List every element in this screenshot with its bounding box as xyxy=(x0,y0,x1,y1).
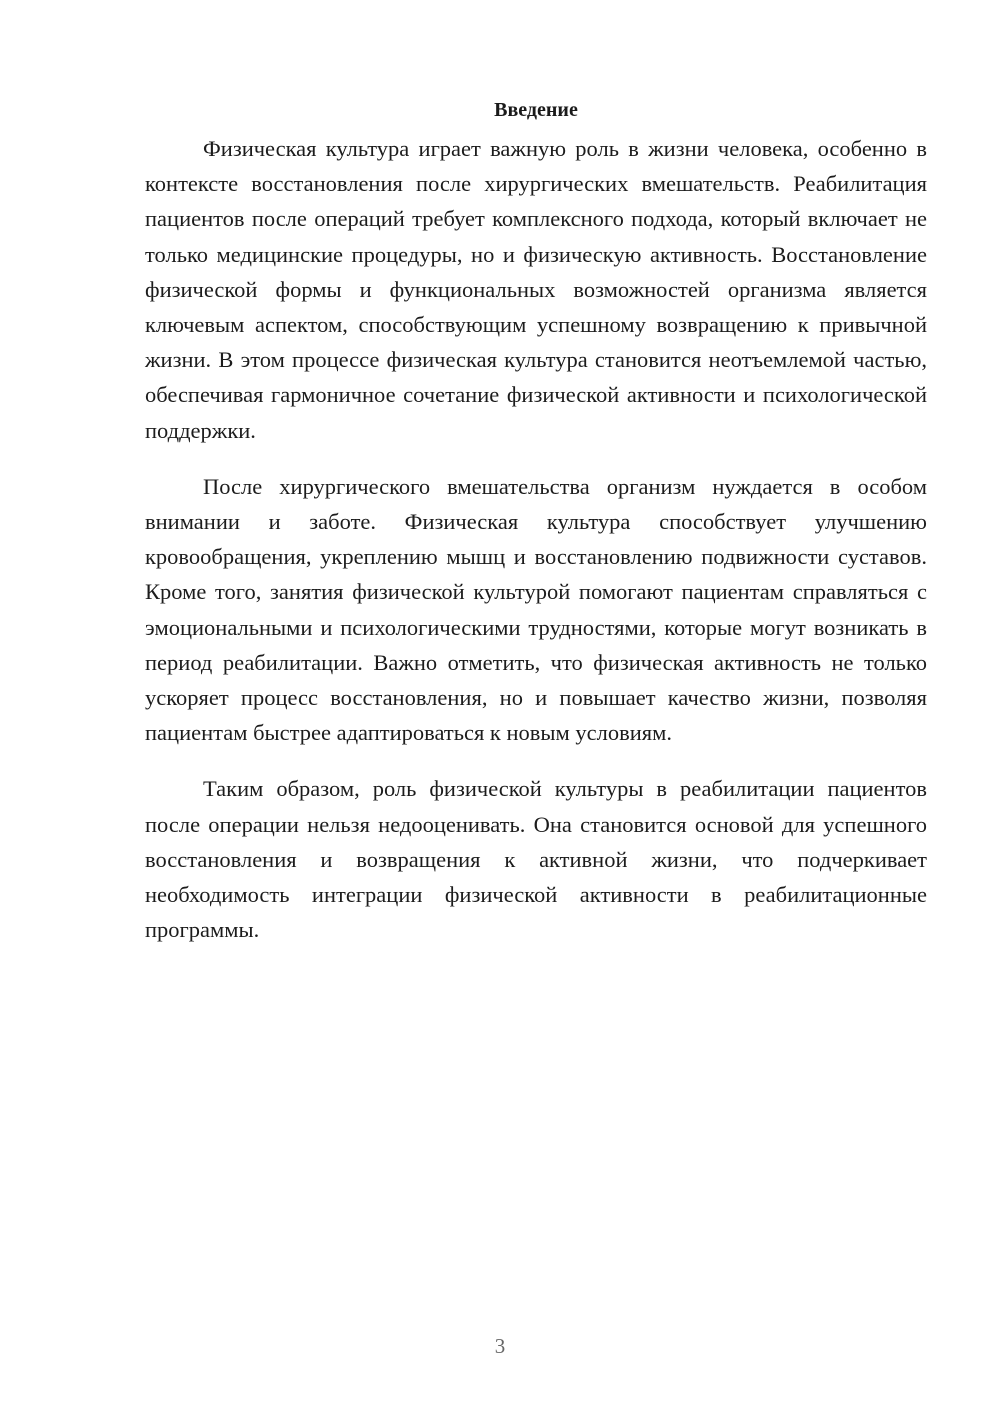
page-number: 3 xyxy=(494,1334,506,1358)
paragraph-2: После хирургического вмешательства организм нуждается в особом внимании и заботе. Физическая культура способствует улучшению кровообращения, укреплению мышц и восстановлению подвижности суставов. Кроме того, занятия физической культурой помогают пациентам справляться с эмоциональными и психологическими трудностями, которые могут возникать в период реабилитации. Важно отметить, что физическая активность не только ускоряет процесс восстановления, но и повышает качество жизни, позволяя пациентам быстрее адаптироваться к новым условиям. xyxy=(145,473,927,746)
paragraph-3: Таким образом, роль физической культуры в реабилитации пациентов после операции нельзя недооценивать. Она становится основой для успешного восстановления и возвращения к активной жизни, что подчеркивает необходимость интеграции физической активности в реабилитационные программы. xyxy=(145,776,927,943)
page-content xyxy=(145,95,927,968)
section-title: Введение xyxy=(494,99,578,121)
paragraph-1: Физическая культура играет важную роль в жизни человека, особенно в контексте восстановления после хирургических вмешательств. Реабилитация пациентов после операций требует комплексного подхода, который включает не только медицинские процедуры, но и физическую активность. Восстановление физической формы и функциональных возможностей организма является ключевым аспектом, способствующим успешному возвращению к привычной жизни. В этом процессе физическая культура становится неотъемлемой частью, обеспечивая гармоничное сочетание физической активности и психологической поддержки. xyxy=(145,136,927,443)
